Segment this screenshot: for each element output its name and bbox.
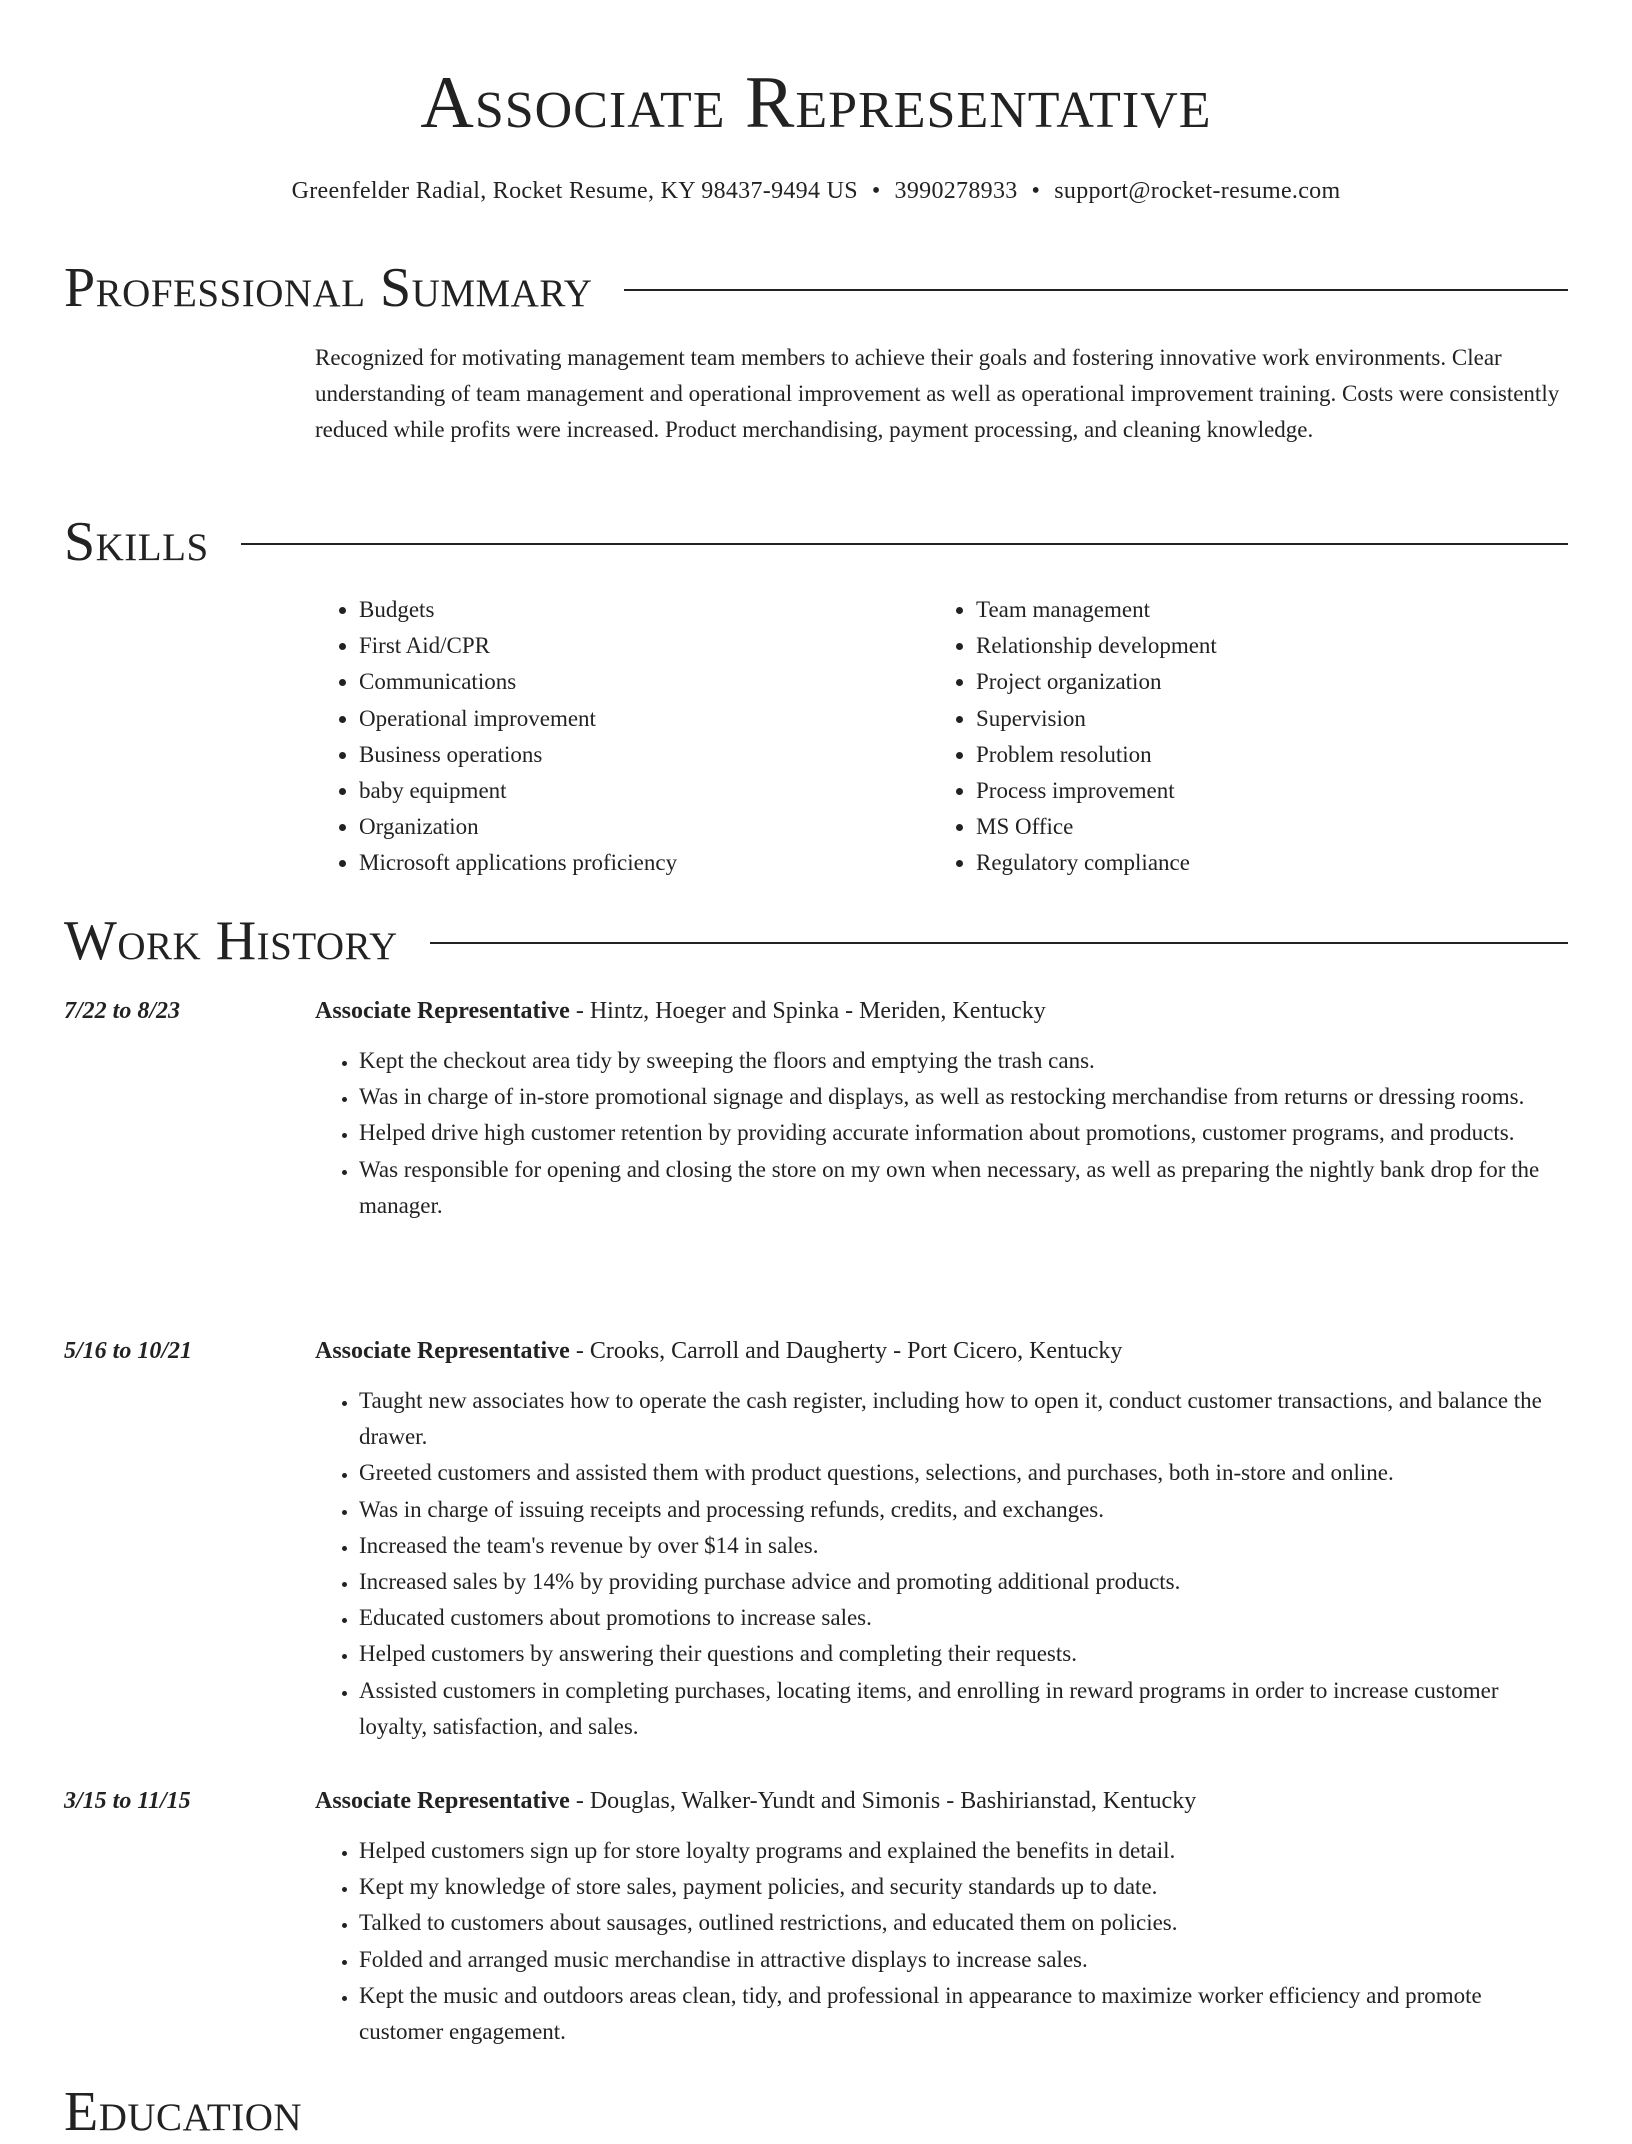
skill-item: • MS Office: [976, 809, 1549, 845]
skill-item: • Relationship development: [976, 628, 1549, 664]
job-bullet: • Helped customers by answering their questions and completing their requests.: [359, 1636, 1568, 1672]
job-employer-location: - Douglas, Walker-Yundt and Simonis - Bashirianstad, Kentucky: [569, 1788, 1197, 1814]
job-bullet: • Helped customers sign up for store loyalty programs and explained the benefits in detail.: [359, 1833, 1568, 1869]
summary-text: Recognized for motivating management team members to achieve their goals and fostering innovative work environments. Clear understanding of team management and operational improvement as well as operational improvement training. Costs were consistently reduced while profits were increased. Product merchandising, payment processing, and cleaning knowledge.: [315, 345, 1560, 442]
skill-item: • Operational improvement: [359, 701, 932, 737]
job-employer-location: - Hintz, Hoeger and Spinka - Meriden, Kentucky: [569, 998, 1046, 1024]
section-title-work-history: Work History: [64, 910, 398, 972]
skill-item: • Communications: [359, 664, 932, 700]
job-entry: [64, 1333, 1568, 1745]
job-entry: [64, 1783, 1568, 2050]
contact-line: [0, 176, 1632, 206]
job-bullet: • Assisted customers in completing purchases, locating items, and enrolling in reward programs in order to increase customer loyalty, satisfaction, and sales.: [359, 1673, 1568, 1745]
skill-item: • Regulatory compliance: [976, 845, 1549, 881]
skill-item: • baby equipment: [359, 773, 932, 809]
skills-column-left: [315, 592, 932, 882]
job-title: Associate Representative: [315, 1788, 570, 1814]
section-title-summary: Professional Summary: [64, 257, 593, 319]
job-bullet: • Helped drive high customer retention by providing accurate information about promotions, customer programs, and products.: [359, 1115, 1568, 1151]
job-bullet: • Kept the checkout area tidy by sweeping the floors and emptying the trash cans.: [359, 1043, 1568, 1079]
job-employer-location: - Crooks, Carroll and Daugherty - Port Cicero, Kentucky: [569, 1338, 1123, 1364]
skill-item: • Team management: [976, 592, 1549, 628]
skill-item: • Organization: [359, 809, 932, 845]
skills-section-header: [64, 510, 1568, 574]
skill-item: • First Aid/CPR: [359, 628, 932, 664]
job-bullets: [64, 1383, 1568, 1745]
work-history-section-header: [64, 909, 1568, 973]
job-dates: 7/22 to 8/23: [64, 998, 181, 1024]
job-bullets: [64, 1043, 1568, 1224]
candidate-name: Associate Representative: [420, 62, 1212, 144]
skill-item: • Process improvement: [976, 773, 1549, 809]
skill-item: • Problem resolution: [976, 737, 1549, 773]
job-title: Associate Representative: [315, 998, 570, 1024]
email-link[interactable]: support@rocket-resume.com: [1054, 178, 1341, 204]
contact-separator: •: [1031, 178, 1041, 204]
job-bullet: • Kept the music and outdoors areas clean, tidy, and professional in appearance to maximize worker efficiency and promote customer engagement.: [359, 1978, 1568, 2050]
job-bullet: • Folded and arranged music merchandise in attractive displays to increase sales.: [359, 1942, 1568, 1978]
section-title-skills: Skills: [64, 511, 209, 573]
skill-item: • Supervision: [976, 701, 1549, 737]
skill-item: • Project organization: [976, 664, 1549, 700]
job-bullet: • Taught new associates how to operate the cash register, including how to open it, conduct customer transactions, and balance the drawer.: [359, 1383, 1568, 1455]
section-divider: [430, 942, 1568, 944]
job-title-line: [315, 1783, 1196, 1819]
job-bullet: • Greeted customers and assisted them with product questions, selections, and purchases, both in-store and online.: [359, 1455, 1568, 1491]
job-bullet: • Talked to customers about sausages, outlined restrictions, and educated them on policies.: [359, 1905, 1568, 1941]
job-bullet: • Was in charge of issuing receipts and processing refunds, credits, and exchanges.: [359, 1492, 1568, 1528]
section-divider: [624, 289, 1568, 291]
phone: 3990278933: [894, 178, 1018, 204]
contact-separator: •: [871, 178, 881, 204]
job-bullet: • Educated customers about promotions to increase sales.: [359, 1600, 1568, 1636]
job-bullet: • Increased sales by 14% by providing purchase advice and promoting additional products.: [359, 1564, 1568, 1600]
skill-item: • Business operations: [359, 737, 932, 773]
education-section-header: [64, 2080, 1568, 2144]
job-dates: 5/16 to 10/21: [64, 1338, 193, 1364]
skill-item: • Budgets: [359, 592, 932, 628]
section-divider: [241, 543, 1568, 545]
job-header: [64, 1783, 1568, 1819]
address: Greenfelder Radial, Rocket Resume, KY 98437-9494 US: [291, 178, 858, 204]
job-bullet: • Increased the team's revenue by over $14 in sales.: [359, 1528, 1568, 1564]
job-title-line: [315, 1333, 1122, 1369]
job-bullet: • Was responsible for opening and closing the store on my own when necessary, as well as preparing the nightly bank drop for the manager.: [359, 1152, 1568, 1224]
section-title-education: Education: [64, 2081, 303, 2143]
job-bullets: [64, 1833, 1568, 2050]
job-bullet: • Kept my knowledge of store sales, payment policies, and security standards up to date.: [359, 1869, 1568, 1905]
summary-section-header: [64, 256, 1568, 320]
job-title-line: [315, 993, 1046, 1029]
job-dates: 3/15 to 11/15: [64, 1788, 191, 1814]
skills-column-right: [932, 592, 1549, 882]
skill-item: • Microsoft applications proficiency: [359, 845, 932, 881]
job-header: [64, 993, 1568, 1029]
skills-list: [315, 592, 1568, 882]
job-bullet: • Was in charge of in-store promotional signage and displays, as well as restocking merchandise from returns or dressing rooms.: [359, 1079, 1568, 1115]
job-title: Associate Representative: [315, 1338, 570, 1364]
job-header: [64, 1333, 1568, 1369]
job-entry: [64, 993, 1568, 1224]
